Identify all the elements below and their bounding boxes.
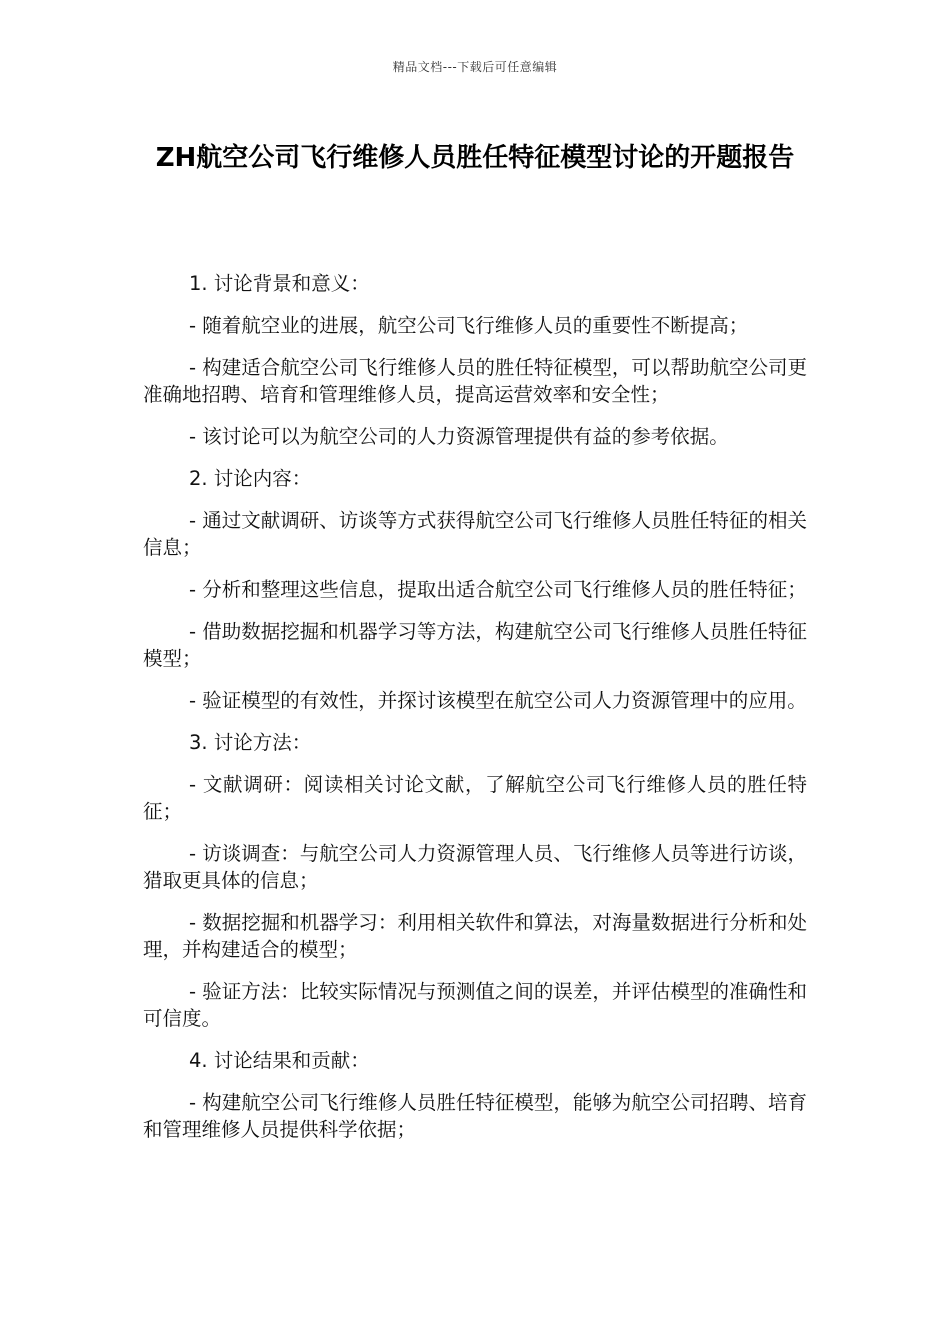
paragraph: - 文献调研：阅读相关讨论文献，了解航空公司飞行维修人员的胜任特征； xyxy=(143,773,807,823)
paragraph: - 构建适合航空公司飞行维修人员的胜任特征模型，可以帮助航空公司更准确地招聘、培育和管理维修人员，提高运营效率和安全性； xyxy=(143,356,807,406)
paragraph: - 验证方法：比较实际情况与预测值之间的误差，并评估模型的准确性和可信度。 xyxy=(143,980,807,1030)
document-title: ZH航空公司飞行维修人员胜任特征模型讨论的开题报告 xyxy=(155,143,795,173)
header-note: 精品文档---下载后可任意编辑 xyxy=(392,60,558,74)
paragraph: - 通过文献调研、访谈等方式获得航空公司飞行维修人员胜任特征的相关信息； xyxy=(143,509,807,559)
paragraph: 2. 讨论内容： xyxy=(189,467,312,490)
paragraph: - 验证模型的有效性，并探讨该模型在航空公司人力资源管理中的应用。 xyxy=(189,689,807,712)
paragraph: - 分析和整理这些信息，提取出适合航空公司飞行维修人员的胜任特征； xyxy=(189,578,807,601)
document-body xyxy=(143,270,807,1158)
paragraph: 4. 讨论结果和贡献： xyxy=(189,1049,370,1072)
paragraph: 3. 讨论方法： xyxy=(189,731,312,754)
paragraph: - 访谈调查：与航空公司人力资源管理人员、飞行维修人员等进行访谈，猎取更具体的信息； xyxy=(143,842,807,892)
paragraph: - 构建航空公司飞行维修人员胜任特征模型，能够为航空公司招聘、培育和管理维修人员提供科学依据； xyxy=(143,1091,807,1141)
paragraph: 1. 讨论背景和意义： xyxy=(189,272,370,295)
paragraph: - 借助数据挖掘和机器学习等方法，构建航空公司飞行维修人员胜任特征模型； xyxy=(143,620,807,670)
paragraph: - 随着航空业的进展，航空公司飞行维修人员的重要性不断提高； xyxy=(189,314,749,337)
paragraph: - 数据挖掘和机器学习：利用相关软件和算法，对海量数据进行分析和处理，并构建适合的模型； xyxy=(143,911,807,961)
paragraph: - 该讨论可以为航空公司的人力资源管理提供有益的参考依据。 xyxy=(189,425,729,448)
